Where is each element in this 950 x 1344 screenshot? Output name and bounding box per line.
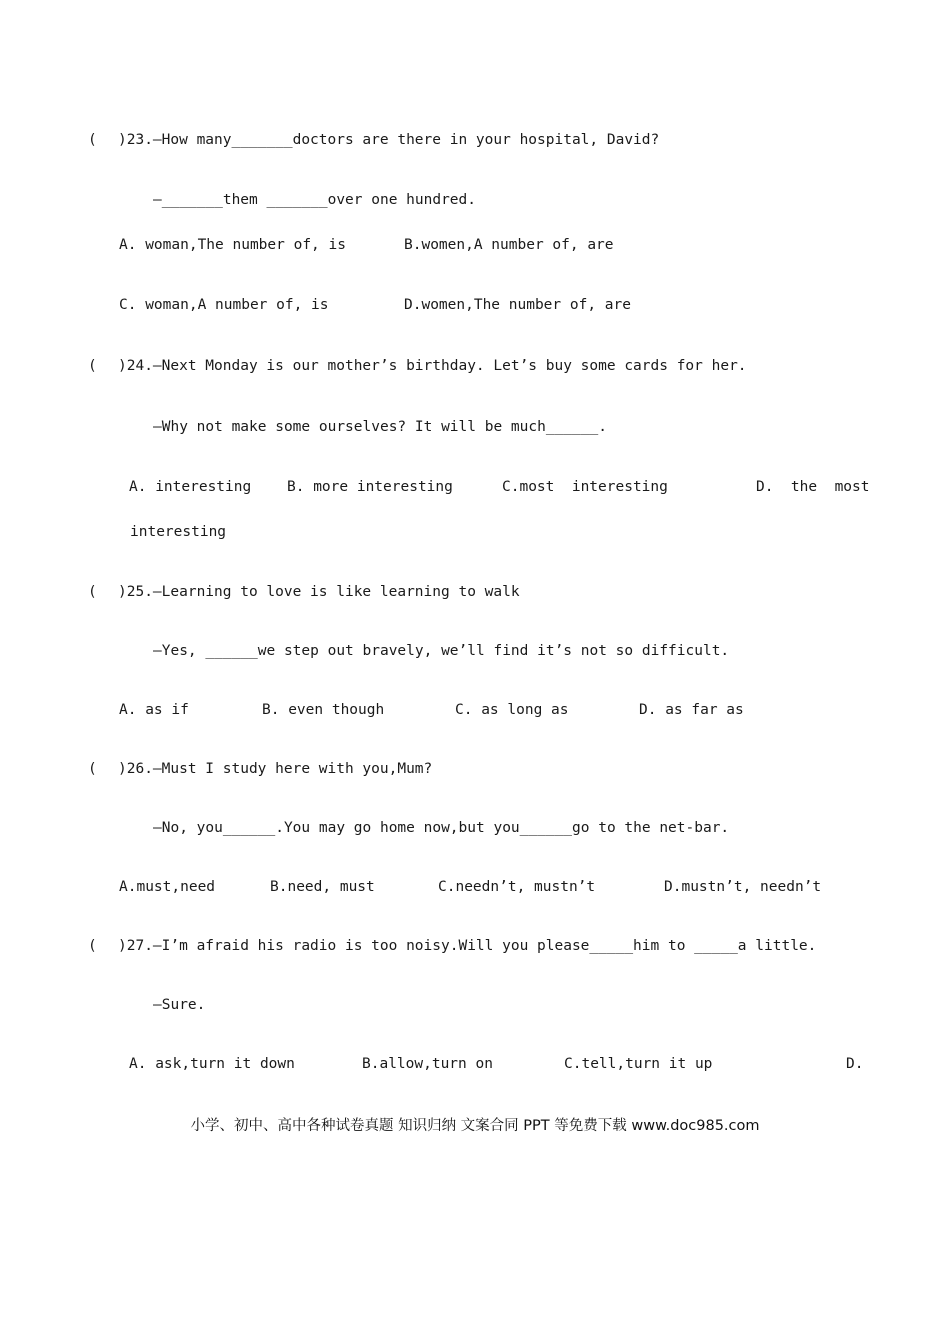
option-c: C. woman,A number of, is — [119, 297, 329, 313]
answer-paren: ( — [88, 938, 97, 954]
answer-paren: ( — [88, 584, 97, 600]
answer-paren: ( — [88, 132, 97, 148]
page-footer: 小学、初中、高中各种试卷真题 知识归纳 文案合同 PPT 等免费下载 www.doc985.com — [190, 1118, 760, 1134]
option-b: B. even though — [262, 702, 385, 718]
option-a: A. ask,turn it down — [129, 1056, 295, 1072]
option-d: D.mustn’t, needn’t — [664, 879, 822, 895]
question-stem: )24.—Next Monday is our mother’s birthday. Let’s buy some cards for her. — [118, 358, 747, 374]
option-a: A.must,need — [119, 879, 216, 895]
question-reply: —Yes, ______we step out bravely, we’ll find it’s not so difficult. — [153, 643, 730, 659]
option-c: C.most interesting — [502, 479, 668, 495]
option-b: B.allow,turn on — [362, 1056, 493, 1072]
option-c: C.tell,turn it up — [564, 1056, 713, 1072]
question-reply: —_______them _______over one hundred. — [153, 192, 477, 208]
option-c: C.needn’t, mustn’t — [438, 879, 596, 895]
option-c: C. as long as — [455, 702, 569, 718]
option-b: B. more interesting — [287, 479, 453, 495]
question-reply: —Why not make some ourselves? It will be much______. — [153, 419, 607, 435]
option-d: D. the most — [756, 479, 870, 495]
option-b: B.need, must — [270, 879, 375, 895]
option-a: A. woman,The number of, is — [119, 237, 346, 253]
question-stem: )23.—How many_______doctors are there in your hospital, David? — [118, 132, 660, 148]
answer-paren: ( — [88, 358, 97, 374]
option-a: A. as if — [119, 702, 189, 718]
question-reply: —Sure. — [153, 997, 206, 1013]
option-d: D. — [846, 1056, 864, 1072]
option-d: D. as far as — [639, 702, 744, 718]
option-d-continued: interesting — [130, 524, 227, 540]
option-a: A. interesting — [129, 479, 252, 495]
answer-paren: ( — [88, 761, 97, 777]
option-b: B.women,A number of, are — [404, 237, 614, 253]
option-d: D.women,The number of, are — [404, 297, 631, 313]
question-reply: —No, you______.You may go home now,but you______go to the net-bar. — [153, 820, 730, 836]
question-stem: )25.—Learning to love is like learning to walk — [118, 584, 520, 600]
question-stem: )27.—I’m afraid his radio is too noisy.Will you please_____him to _____a little. — [118, 938, 817, 954]
question-stem: )26.—Must I study here with you,Mum? — [118, 761, 433, 777]
